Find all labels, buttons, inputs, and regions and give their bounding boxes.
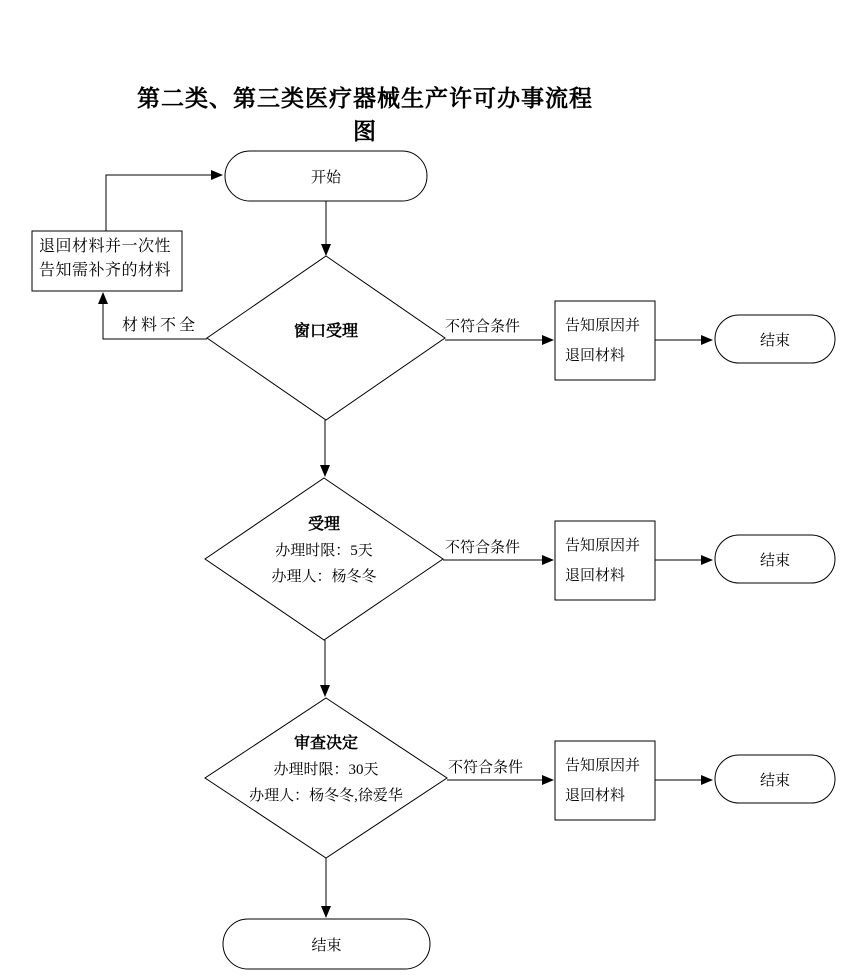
return-materials-box-text [39,235,171,283]
edge-label-not-meet-conditions-3: 不符合条件 [448,760,524,776]
notify-box-1-line-2: 退回材料 [565,347,626,364]
review-decision-handler: 办理人：杨冬冬,徐爱华 [249,788,403,804]
notify-box-2-line-2: 退回材料 [565,567,626,584]
end-bottom-node-label: 结束 [311,937,342,954]
acceptance-handler: 办理人：杨冬冬 [271,569,377,585]
end-node-1-label: 结束 [759,332,790,349]
edge-label-not-meet-conditions-2: 不符合条件 [445,540,521,556]
notify-box-3-text [555,741,655,820]
notify-box-2-line-1: 告知原因并 [565,537,641,554]
return-materials-line-2: 告知需补齐的材料 [39,262,172,279]
end-node-2-label: 结束 [759,552,790,569]
acceptance-title: 受理 [307,516,340,533]
edge-return-box-to-start [106,175,222,231]
review-decision-time-limit: 办理时限：30天 [273,762,379,778]
acceptance-time-limit: 办理时限：5天 [275,543,373,559]
end-node-3-label: 结束 [759,772,790,789]
acceptance-diamond-text [205,478,443,640]
notify-box-3-line-1: 告知原因并 [565,757,641,774]
edge-label-not-meet-conditions-1: 不符合条件 [445,319,521,335]
notify-box-1-line-1: 告知原因并 [565,317,641,334]
page-title: 第二类、第三类医疗器械生产许可办事流程图 [137,86,593,144]
review-decision-title: 审查决定 [293,735,358,752]
review-decision-diamond-text [205,698,447,858]
notify-box-1-text [555,301,655,380]
window-acceptance-title: 窗口受理 [293,322,358,340]
notify-box-2-text [555,521,655,600]
edge-label-incomplete-materials: 材料不全 [122,317,199,334]
window-acceptance-diamond-text [207,256,445,420]
notify-box-3-line-2: 退回材料 [565,787,626,804]
start-node-label: 开始 [310,169,341,186]
return-materials-line-1: 退回材料并一次性 [39,238,172,255]
